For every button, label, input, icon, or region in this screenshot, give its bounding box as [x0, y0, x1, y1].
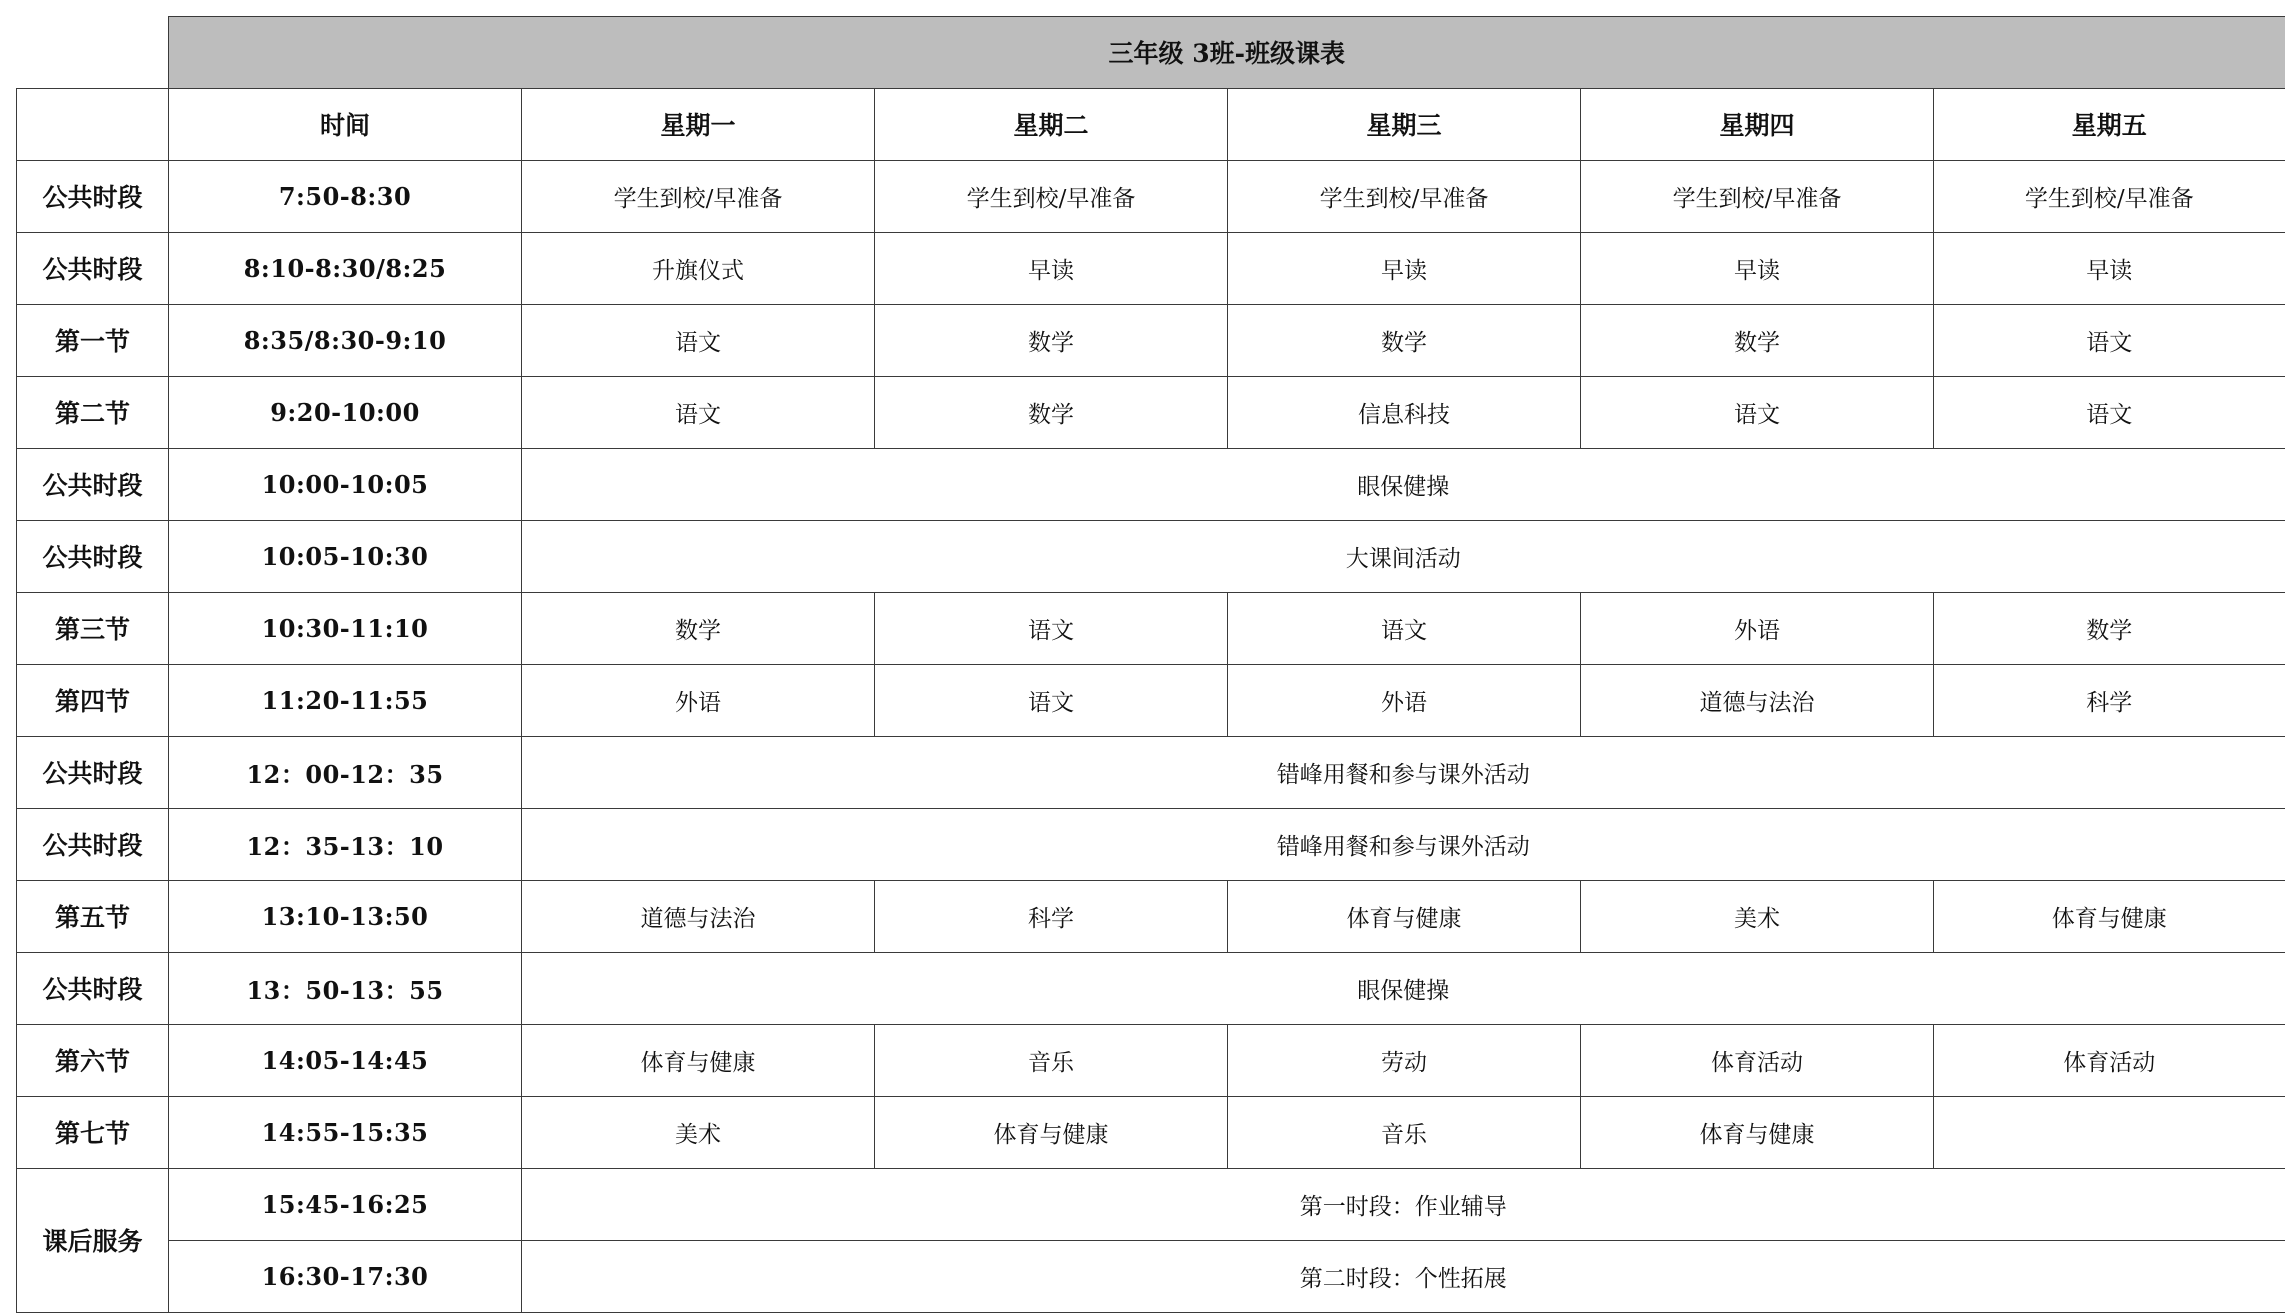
period-time: 9:20-10:00: [169, 376, 522, 448]
merged-activity-cell: 错峰用餐和参与课外活动: [522, 736, 2285, 808]
subject-cell: 劳动: [1228, 1024, 1581, 1096]
period-time: 7:50-8:30: [169, 160, 522, 232]
subject-cell: 美术: [1581, 880, 1934, 952]
subject-cell: 外语: [1228, 664, 1581, 736]
subject-cell: 体育与健康: [875, 1096, 1228, 1168]
after-school-activity: 第一时段：作业辅导: [522, 1168, 2285, 1240]
subject-cell: 数学: [875, 376, 1228, 448]
schedule-row: [17, 232, 2285, 304]
class-timetable: [16, 16, 2285, 1313]
period-label: 第七节: [17, 1096, 169, 1168]
subject-cell: 音乐: [1228, 1096, 1581, 1168]
period-time: 12：00-12：35: [169, 736, 522, 808]
period-label: 第二节: [17, 376, 169, 448]
subject-cell: 信息科技: [1228, 376, 1581, 448]
subject-cell: 学生到校/早准备: [875, 160, 1228, 232]
subject-cell: 外语: [1581, 592, 1934, 664]
schedule-row: [17, 1096, 2285, 1168]
schedule-row: [17, 664, 2285, 736]
subject-cell: [1934, 1096, 2285, 1168]
period-time: 8:10-8:30/8:25: [169, 232, 522, 304]
header-corner-cell: [17, 88, 169, 160]
merged-activity-cell: 大课间活动: [522, 520, 2285, 592]
period-label: 公共时段: [17, 520, 169, 592]
subject-cell: 早读: [1581, 232, 1934, 304]
after-school-time: 15:45-16:25: [169, 1168, 522, 1240]
subject-cell: 语文: [1934, 304, 2285, 376]
schedule-row: [17, 592, 2285, 664]
after-school-row: [17, 1240, 2285, 1312]
header-time: 时间: [169, 88, 522, 160]
subject-cell: 语文: [1934, 376, 2285, 448]
header-wednesday: 星期三: [1228, 88, 1581, 160]
subject-cell: 学生到校/早准备: [522, 160, 875, 232]
subject-cell: 早读: [1934, 232, 2285, 304]
period-time: 10:05-10:30: [169, 520, 522, 592]
period-time: 13:10-13:50: [169, 880, 522, 952]
subject-cell: 外语: [522, 664, 875, 736]
period-time: 13：50-13：55: [169, 952, 522, 1024]
subject-cell: 数学: [1581, 304, 1934, 376]
period-time: 14:05-14:45: [169, 1024, 522, 1096]
period-label: 第三节: [17, 592, 169, 664]
subject-cell: 语文: [522, 304, 875, 376]
subject-cell: 道德与法治: [1581, 664, 1934, 736]
schedule-row: [17, 808, 2285, 880]
schedule-row: [17, 448, 2285, 520]
header-tuesday: 星期二: [875, 88, 1228, 160]
subject-cell: 早读: [1228, 232, 1581, 304]
period-time: 11:20-11:55: [169, 664, 522, 736]
schedule-row: [17, 736, 2285, 808]
subject-cell: 数学: [522, 592, 875, 664]
subject-cell: 语文: [1581, 376, 1934, 448]
period-label: 公共时段: [17, 952, 169, 1024]
title-row: [17, 17, 2285, 89]
period-label: 公共时段: [17, 736, 169, 808]
schedule-row: [17, 376, 2285, 448]
subject-cell: 体育活动: [1934, 1024, 2285, 1096]
period-label: 第一节: [17, 304, 169, 376]
merged-activity-cell: 眼保健操: [522, 448, 2285, 520]
header-thursday: 星期四: [1581, 88, 1934, 160]
period-label: 第四节: [17, 664, 169, 736]
period-label: 第五节: [17, 880, 169, 952]
timetable-title: 三年级 3班-班级课表: [169, 17, 2285, 89]
period-label: 公共时段: [17, 232, 169, 304]
after-school-activity: 第二时段：个性拓展: [522, 1240, 2285, 1312]
period-time: 10:30-11:10: [169, 592, 522, 664]
subject-cell: 科学: [1934, 664, 2285, 736]
subject-cell: 体育与健康: [1228, 880, 1581, 952]
subject-cell: 语文: [522, 376, 875, 448]
schedule-row: [17, 1024, 2285, 1096]
header-friday: 星期五: [1934, 88, 2285, 160]
period-time: 14:55-15:35: [169, 1096, 522, 1168]
subject-cell: 体育与健康: [1934, 880, 2285, 952]
period-label: 公共时段: [17, 160, 169, 232]
corner-cell: [17, 17, 169, 89]
header-row: [17, 88, 2285, 160]
subject-cell: 科学: [875, 880, 1228, 952]
period-label: 公共时段: [17, 808, 169, 880]
merged-activity-cell: 眼保健操: [522, 952, 2285, 1024]
subject-cell: 早读: [875, 232, 1228, 304]
subject-cell: 道德与法治: [522, 880, 875, 952]
subject-cell: 学生到校/早准备: [1581, 160, 1934, 232]
subject-cell: 体育与健康: [1581, 1096, 1934, 1168]
period-time: 10:00-10:05: [169, 448, 522, 520]
period-label: 第六节: [17, 1024, 169, 1096]
after-school-time: 16:30-17:30: [169, 1240, 522, 1312]
subject-cell: 数学: [875, 304, 1228, 376]
subject-cell: 学生到校/早准备: [1228, 160, 1581, 232]
period-time: 12：35-13：10: [169, 808, 522, 880]
period-label: 公共时段: [17, 448, 169, 520]
schedule-row: [17, 952, 2285, 1024]
schedule-row: [17, 160, 2285, 232]
subject-cell: 音乐: [875, 1024, 1228, 1096]
subject-cell: 语文: [875, 664, 1228, 736]
subject-cell: 数学: [1228, 304, 1581, 376]
subject-cell: 学生到校/早准备: [1934, 160, 2285, 232]
subject-cell: 语文: [875, 592, 1228, 664]
subject-cell: 体育与健康: [522, 1024, 875, 1096]
after-school-row: [17, 1168, 2285, 1240]
schedule-row: [17, 880, 2285, 952]
schedule-row: [17, 304, 2285, 376]
after-school-label: 课后服务: [17, 1168, 169, 1312]
subject-cell: 语文: [1228, 592, 1581, 664]
subject-cell: 数学: [1934, 592, 2285, 664]
schedule-row: [17, 520, 2285, 592]
merged-activity-cell: 错峰用餐和参与课外活动: [522, 808, 2285, 880]
subject-cell: 体育活动: [1581, 1024, 1934, 1096]
subject-cell: 美术: [522, 1096, 875, 1168]
header-monday: 星期一: [522, 88, 875, 160]
period-time: 8:35/8:30-9:10: [169, 304, 522, 376]
subject-cell: 升旗仪式: [522, 232, 875, 304]
